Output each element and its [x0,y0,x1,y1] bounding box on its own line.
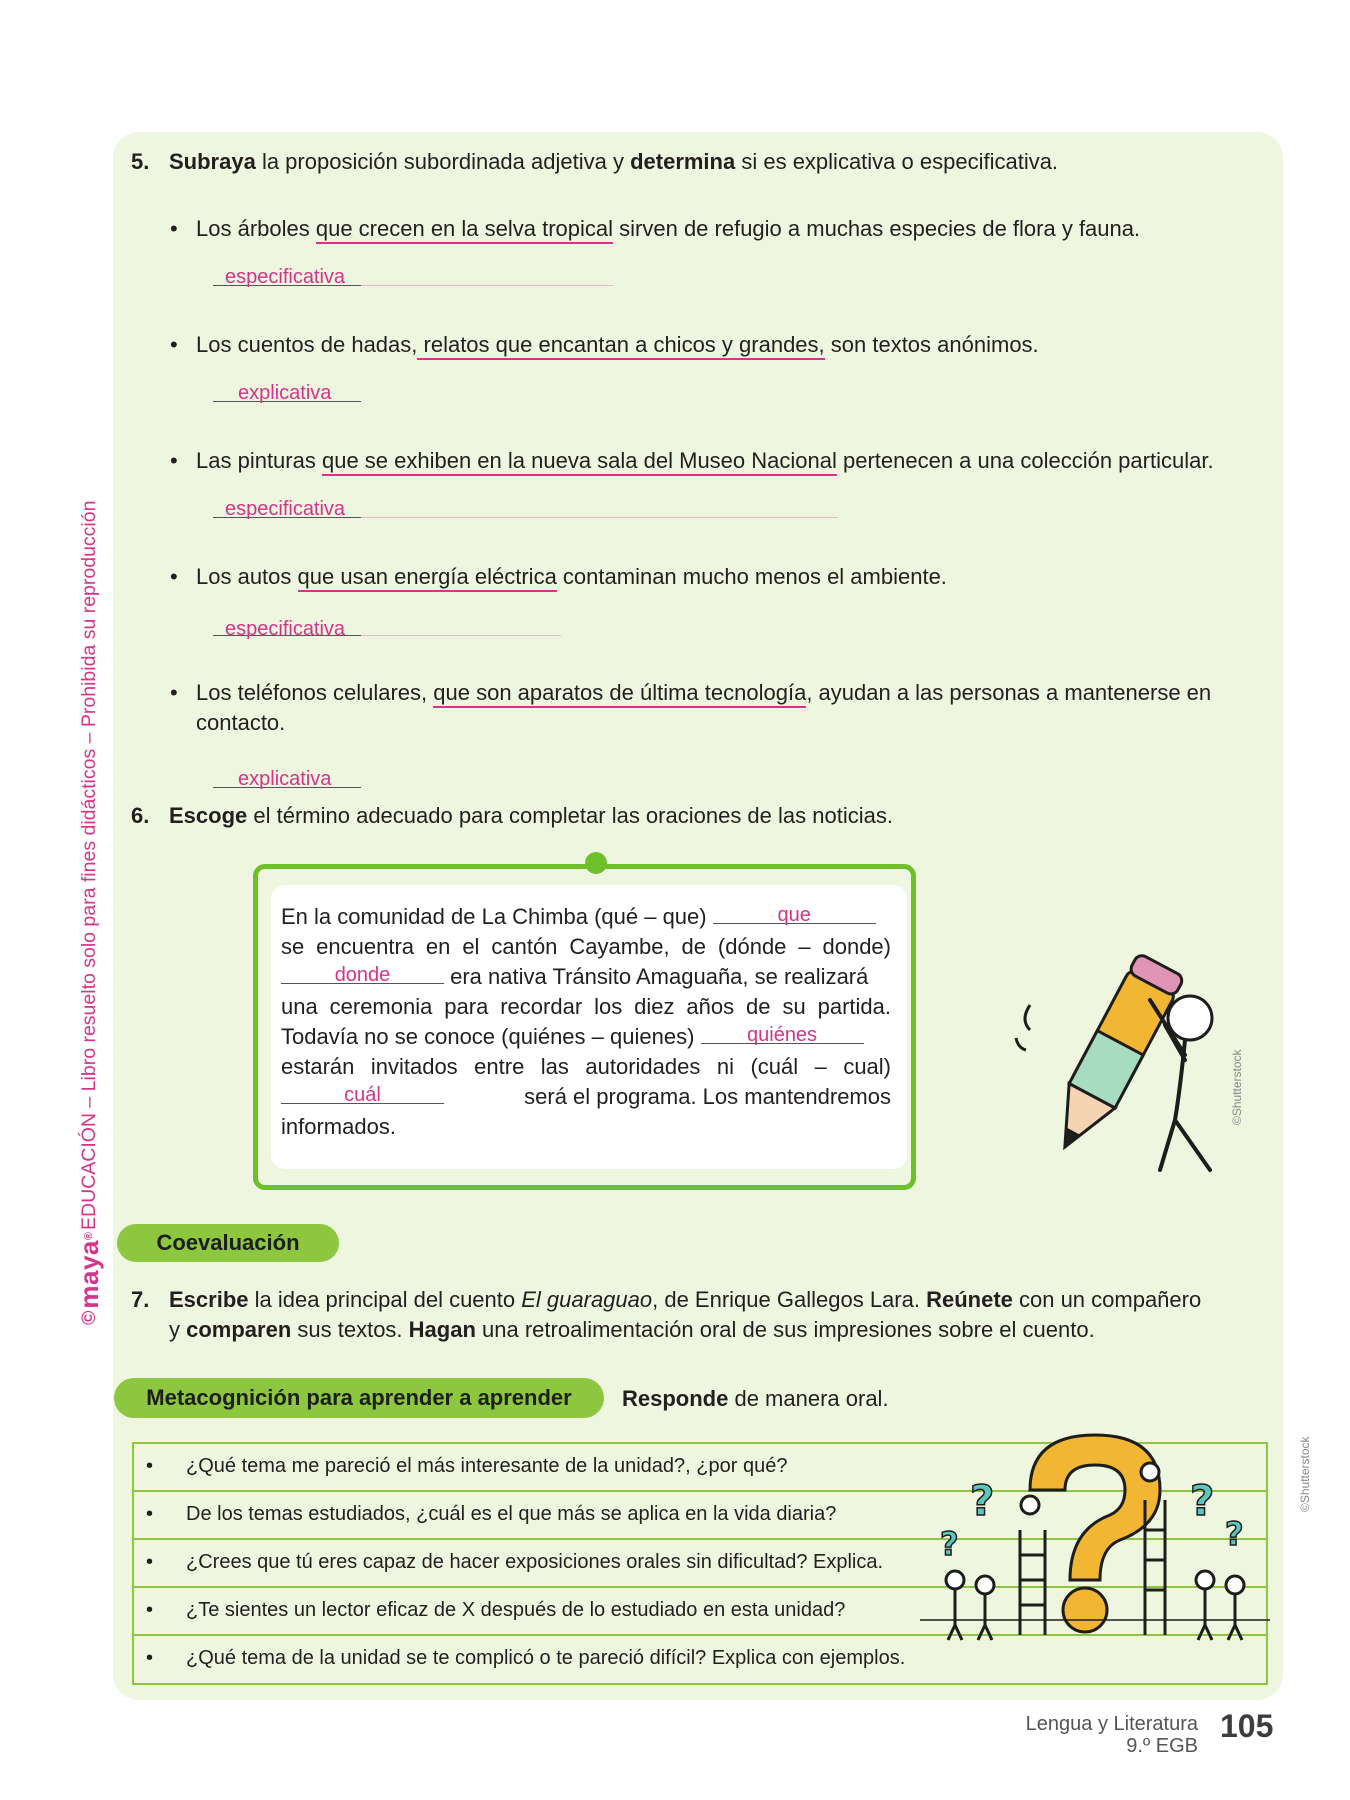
news-line: estarán invitados entre las autoridades ni (cuál – cual) [281,1054,891,1079]
news-line: Todavía no se conoce (quiénes – quienes) quiénes [281,1022,891,1052]
question-marks-illustration [920,1420,1270,1650]
side-banner: © maya ® EDUCACIÓN – Libro resuelto solo para fines didácticos – Prohibida su reproducción [73,500,104,1325]
list-item: • ¿Te sientes un lector eficaz de X después de lo estudiado en esta unidad? [134,1588,1266,1636]
answer-4: especificativa [225,618,346,640]
underlined-clause: que son aparatos de última tecnología [433,680,806,708]
svg-text:?: ? [1190,1476,1215,1525]
svg-text:?: ? [940,1525,959,1563]
svg-text:?: ? [970,1476,995,1525]
maya-logo: maya [73,1240,104,1309]
blank-3[interactable]: quiénes [701,1022,864,1044]
answer-5: explicativa [238,768,332,790]
news-line: una ceremonia para recordar los diez años de su partida. [281,994,891,1019]
news-line: informados. [281,1114,396,1139]
pencil-illustration [990,930,1250,1190]
blank-1[interactable]: que [713,902,876,924]
footer-subject: Lengua y Literatura 9.º EGB [1025,1713,1198,1757]
svg-text:?: ? [1225,1515,1244,1553]
question-5: 5. Subraya la proposición subordinada adjetiva y determina si es explicativa o especificativa. [131,149,1059,174]
question-6: 6. Escoge el término adecuado para completar las oraciones de las noticias. [131,803,893,828]
photo-credit: ©Shutterstock [1230,1049,1244,1125]
blank-2[interactable]: donde [281,962,444,984]
list-item: • De los temas estudiados, ¿cuál es el que más se aplica en la vida diaria? [134,1492,1266,1540]
answer-1: especificativa [225,266,346,288]
coevaluacion-tag: Coevaluación [117,1224,339,1262]
frame-dot [585,852,607,874]
list-item: • ¿Qué tema me pareció el más interesante de la unidad?, ¿por qué? [134,1444,1266,1492]
news-line: se encuentra en el cantón Cayambe, de (dónde – donde) [281,934,891,959]
answer-2: explicativa [238,382,332,404]
underlined-clause: que usan energía eléctrica [298,564,557,592]
answer-3: especificativa [225,498,346,520]
question-7: 7. Escribe la idea principal del cuento El guaraguao, de Enrique Gallegos Lara. Reúnete con un compañero y comparen sus textos. Hagan una retroalimentación oral de sus impresiones sobre el cuento. [131,1287,1202,1342]
news-line: En la comunidad de La Chimba (qué – que) que [281,902,891,932]
photo-credit: ©Shutterstock [1298,1436,1312,1512]
page-number: 105 [1220,1708,1274,1744]
list-item: • ¿Qué tema de la unidad se te complicó o te pareció difícil? Explica con ejemplos. [146,1647,906,1669]
blank-4[interactable]: cuál [281,1082,444,1104]
underlined-clause: relatos que encantan a chicos y grandes, [417,332,824,360]
list-item: • ¿Crees que tú eres capaz de hacer exposiciones orales sin dificultad? Explica. [134,1540,1266,1588]
metacognicion-tag: Metacognición para aprender a aprender [114,1378,604,1418]
underlined-clause: que crecen en la selva tropical [316,216,613,244]
news-line: cuál será el programa. Los mantendremos [281,1082,891,1112]
underlined-clause: que se exhiben en la nueva sala del Museo Nacional [322,448,837,476]
metacognicion-instruction: Responde de manera oral. [622,1386,889,1411]
news-line: donde era nativa Tránsito Amaguaña, se realizará [281,962,891,992]
